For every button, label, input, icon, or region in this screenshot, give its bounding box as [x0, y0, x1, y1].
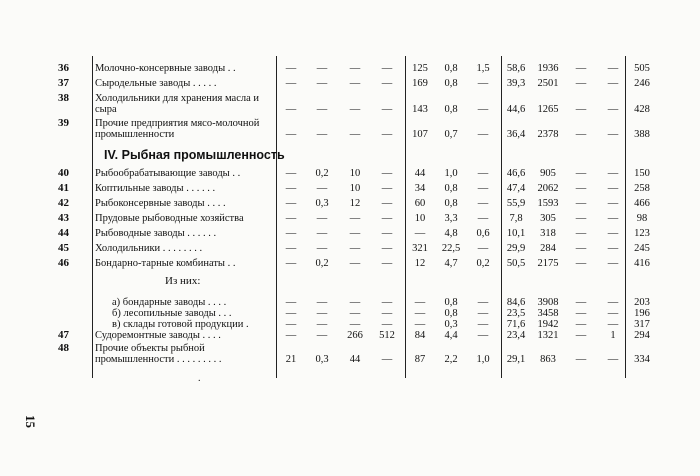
- table-cell: —: [285, 228, 297, 239]
- row-name: Рыбоводные заводы . . . . . .: [95, 228, 217, 239]
- table-cell: 246: [634, 78, 650, 89]
- row-number: 42: [58, 197, 69, 209]
- table-cell: 1: [610, 330, 616, 341]
- table-cell: 196: [634, 308, 650, 319]
- table-cell: 123: [634, 228, 650, 239]
- row-name: Бондарно-тарные комбинаты . .: [95, 258, 236, 269]
- table-cell: —: [349, 78, 361, 89]
- table-cell: —: [477, 104, 489, 115]
- table-cell: 87: [414, 354, 426, 365]
- table-cell: —: [575, 308, 587, 319]
- table-cell: —: [414, 228, 426, 239]
- table-cell: —: [575, 213, 587, 224]
- table-cell: 1936: [537, 63, 559, 74]
- table-cell: —: [381, 228, 393, 239]
- row-name: б) лесопильные заводы . . .: [112, 308, 232, 319]
- table-cell: 107: [412, 129, 428, 140]
- trailing-mark: .: [198, 373, 201, 384]
- table-cell: 2378: [537, 129, 559, 140]
- table-cell: 863: [540, 354, 556, 365]
- table-cell: —: [477, 319, 489, 330]
- table-cell: —: [316, 297, 328, 308]
- table-cell: 1942: [537, 319, 559, 330]
- table-cell: 169: [412, 78, 428, 89]
- table-cell: 317: [634, 319, 650, 330]
- row-name: Прудовые рыбоводные хозяйства: [95, 213, 244, 224]
- table-cell: —: [607, 243, 619, 254]
- table-cell: 1593: [537, 198, 559, 209]
- table-cell: —: [607, 354, 619, 365]
- table-cell: 0,3: [315, 354, 329, 365]
- table-cell: —: [349, 213, 361, 224]
- table-cell: —: [607, 183, 619, 194]
- table-cell: —: [285, 319, 297, 330]
- table-cell: —: [285, 198, 297, 209]
- table-cell: —: [316, 183, 328, 194]
- row-number: 38: [58, 92, 69, 104]
- table-cell: 0,3: [315, 198, 329, 209]
- table-cell: 7,8: [509, 213, 523, 224]
- table-cell: 10,1: [506, 228, 526, 239]
- table-cell: 46,6: [506, 168, 526, 179]
- row-number: 47: [58, 329, 69, 341]
- table-cell: 1265: [537, 104, 559, 115]
- table-cell: 284: [540, 243, 556, 254]
- table-cell: —: [349, 297, 361, 308]
- table-cell: 0,8: [444, 104, 458, 115]
- table-cell: 0,8: [444, 63, 458, 74]
- table-cell: 4,4: [444, 330, 458, 341]
- table-cell: 22,5: [441, 243, 461, 254]
- table-cell: —: [607, 104, 619, 115]
- table-cell: 10: [414, 213, 426, 224]
- row-name: Холодильники . . . . . . . .: [95, 243, 203, 254]
- table-cell: —: [575, 63, 587, 74]
- table-cell: —: [575, 258, 587, 269]
- table-cell: —: [316, 78, 328, 89]
- table-cell: 23,5: [506, 308, 526, 319]
- row-name: Молочно-консервные заводы . .: [95, 63, 236, 74]
- table-cell: 0,8: [444, 198, 458, 209]
- table-cell: —: [477, 213, 489, 224]
- table-cell: 305: [540, 213, 556, 224]
- row-number: 45: [58, 242, 69, 254]
- table-cell: 1,0: [444, 168, 458, 179]
- table-cell: —: [575, 243, 587, 254]
- table-cell: —: [316, 63, 328, 74]
- table-cell: 143: [412, 104, 428, 115]
- table-cell: 0,8: [444, 308, 458, 319]
- table-cell: 39,3: [506, 78, 526, 89]
- table-cell: —: [285, 104, 297, 115]
- table-cell: 3,3: [444, 213, 458, 224]
- table-cell: —: [607, 258, 619, 269]
- table-cell: 4,7: [444, 258, 458, 269]
- table-cell: 12: [414, 258, 426, 269]
- table-cell: —: [285, 243, 297, 254]
- table-cell: —: [575, 297, 587, 308]
- table-cell: 466: [634, 198, 650, 209]
- table-cell: —: [285, 63, 297, 74]
- table-cell: —: [477, 243, 489, 254]
- table-cell: 60: [414, 198, 426, 209]
- row-name: Сыродельные заводы . . . . .: [95, 78, 217, 89]
- table-cell: 2501: [537, 78, 559, 89]
- table-cell: —: [316, 129, 328, 140]
- table-cell: —: [575, 78, 587, 89]
- table-cell: —: [285, 78, 297, 89]
- row-name: Холодильники для хранения масла и сыра: [95, 93, 260, 115]
- table-cell: 23,4: [506, 330, 526, 341]
- table-cell: 4,8: [444, 228, 458, 239]
- table-cell: —: [285, 129, 297, 140]
- table-cell: —: [349, 243, 361, 254]
- table-cell: —: [285, 258, 297, 269]
- table-cell: —: [349, 308, 361, 319]
- table-cell: —: [285, 330, 297, 341]
- table-cell: —: [316, 243, 328, 254]
- table-cell: —: [381, 297, 393, 308]
- table-cell: 416: [634, 258, 650, 269]
- table-cell: 0,8: [444, 78, 458, 89]
- table-cell: —: [477, 297, 489, 308]
- table-cell: 905: [540, 168, 556, 179]
- table-cell: 1,5: [476, 63, 490, 74]
- table-cell: —: [316, 319, 328, 330]
- row-name: Прочие объекты рыбной промышленности . . . . . . . . .: [95, 343, 222, 365]
- table-cell: —: [607, 168, 619, 179]
- table-cell: 44: [349, 354, 361, 365]
- table-cell: —: [381, 168, 393, 179]
- table-cell: —: [477, 168, 489, 179]
- table-cell: —: [607, 213, 619, 224]
- table-cell: 505: [634, 63, 650, 74]
- row-number: 37: [58, 77, 69, 89]
- table-cell: —: [381, 78, 393, 89]
- table-cell: —: [381, 129, 393, 140]
- table-cell: 44,6: [506, 104, 526, 115]
- table-cell: —: [349, 258, 361, 269]
- table-cell: 150: [634, 168, 650, 179]
- page-number: 15: [23, 415, 38, 428]
- row-number: 43: [58, 212, 69, 224]
- table-cell: —: [316, 308, 328, 319]
- row-number: 48: [58, 342, 69, 354]
- table-cell: 0,7: [444, 129, 458, 140]
- table-cell: —: [575, 168, 587, 179]
- row-name: а) бондарные заводы . . . .: [112, 297, 227, 308]
- table-cell: 266: [347, 330, 363, 341]
- table-cell: —: [285, 213, 297, 224]
- table-cell: 55,9: [506, 198, 526, 209]
- section-title: IV. Рыбная промышленность: [104, 148, 285, 162]
- table-cell: —: [381, 63, 393, 74]
- table-cell: 258: [634, 183, 650, 194]
- table-cell: 428: [634, 104, 650, 115]
- table-cell: —: [607, 63, 619, 74]
- column-rule: [92, 56, 93, 378]
- table-cell: —: [575, 319, 587, 330]
- table-cell: —: [381, 354, 393, 365]
- table-cell: 294: [634, 330, 650, 341]
- row-number: 44: [58, 227, 69, 239]
- table-cell: 84,6: [506, 297, 526, 308]
- table-cell: —: [349, 228, 361, 239]
- table-cell: —: [349, 104, 361, 115]
- table-cell: —: [285, 297, 297, 308]
- table-cell: 36,4: [506, 129, 526, 140]
- table-cell: 0,3: [444, 319, 458, 330]
- table-cell: —: [607, 228, 619, 239]
- table-cell: —: [316, 330, 328, 341]
- row-number: 40: [58, 167, 69, 179]
- table-cell: —: [381, 183, 393, 194]
- table-cell: 10: [349, 168, 361, 179]
- table-cell: —: [381, 308, 393, 319]
- table-cell: 0,8: [444, 183, 458, 194]
- table-cell: —: [477, 129, 489, 140]
- table-cell: —: [316, 228, 328, 239]
- table-cell: —: [381, 198, 393, 209]
- table-cell: 50,5: [506, 258, 526, 269]
- row-number: 46: [58, 257, 69, 269]
- table-cell: 84: [414, 330, 426, 341]
- table-cell: —: [477, 78, 489, 89]
- row-name: Прочие предприятия мясо-молочной промышленности: [95, 118, 260, 140]
- table-cell: 245: [634, 243, 650, 254]
- table-cell: 321: [412, 243, 428, 254]
- table-cell: 29,9: [506, 243, 526, 254]
- table-cell: 12: [349, 198, 361, 209]
- table-cell: 71,6: [506, 319, 526, 330]
- table-cell: —: [575, 354, 587, 365]
- table-cell: 98: [636, 213, 648, 224]
- table-cell: —: [607, 308, 619, 319]
- table-cell: 334: [634, 354, 650, 365]
- table-cell: 29,1: [506, 354, 526, 365]
- table-cell: —: [414, 308, 426, 319]
- table-cell: —: [349, 129, 361, 140]
- table-cell: 44: [414, 168, 426, 179]
- table-cell: —: [477, 308, 489, 319]
- table-cell: 47,4: [506, 183, 526, 194]
- table-cell: —: [575, 330, 587, 341]
- table-cell: 3908: [537, 297, 559, 308]
- table-cell: 0,6: [476, 228, 490, 239]
- table-cell: 1,0: [476, 354, 490, 365]
- table-cell: 0,2: [476, 258, 490, 269]
- table-cell: —: [575, 129, 587, 140]
- table-cell: 203: [634, 297, 650, 308]
- row-number: 39: [58, 117, 69, 129]
- row-name: в) склады готовой продукции .: [112, 319, 249, 330]
- row-name: Рыбообрабатывающие заводы . .: [95, 168, 241, 179]
- table-cell: 0,2: [315, 258, 329, 269]
- table-cell: —: [575, 104, 587, 115]
- table-cell: —: [381, 213, 393, 224]
- table-cell: —: [316, 104, 328, 115]
- table-cell: —: [316, 213, 328, 224]
- sub-header: Из них:: [165, 275, 201, 287]
- table-cell: —: [285, 168, 297, 179]
- table-cell: 1321: [537, 330, 559, 341]
- row-name: Коптильные заводы . . . . . .: [95, 183, 216, 194]
- table-cell: 2,2: [444, 354, 458, 365]
- table-cell: 388: [634, 129, 650, 140]
- table-cell: —: [607, 78, 619, 89]
- table-cell: —: [607, 319, 619, 330]
- table-cell: 3458: [537, 308, 559, 319]
- table-cell: —: [607, 297, 619, 308]
- table-cell: —: [349, 319, 361, 330]
- table-cell: —: [414, 319, 426, 330]
- table-cell: 0,2: [315, 168, 329, 179]
- table-cell: 318: [540, 228, 556, 239]
- table-cell: —: [349, 63, 361, 74]
- table-cell: —: [607, 198, 619, 209]
- table-cell: —: [575, 198, 587, 209]
- table-cell: —: [381, 243, 393, 254]
- table-cell: 34: [414, 183, 426, 194]
- table-cell: 2062: [537, 183, 559, 194]
- table-cell: —: [477, 183, 489, 194]
- table-cell: —: [414, 297, 426, 308]
- table-cell: 21: [285, 354, 297, 365]
- table-cell: —: [285, 308, 297, 319]
- row-number: 41: [58, 182, 69, 194]
- row-name: Рыбоконсервные заводы . . . .: [95, 198, 226, 209]
- row-name: Судоремонтные заводы . . . .: [95, 330, 221, 341]
- table-cell: —: [607, 129, 619, 140]
- table-cell: —: [477, 198, 489, 209]
- table-cell: —: [575, 183, 587, 194]
- table-cell: 58,6: [506, 63, 526, 74]
- table-cell: —: [381, 319, 393, 330]
- table-cell: 512: [379, 330, 395, 341]
- table-cell: 0,8: [444, 297, 458, 308]
- table-cell: —: [285, 183, 297, 194]
- row-number: 36: [58, 62, 69, 74]
- table-cell: 2175: [537, 258, 559, 269]
- table-cell: —: [477, 330, 489, 341]
- table-cell: 125: [412, 63, 428, 74]
- table-cell: —: [381, 104, 393, 115]
- table-cell: —: [381, 258, 393, 269]
- table-cell: 10: [349, 183, 361, 194]
- table-cell: —: [575, 228, 587, 239]
